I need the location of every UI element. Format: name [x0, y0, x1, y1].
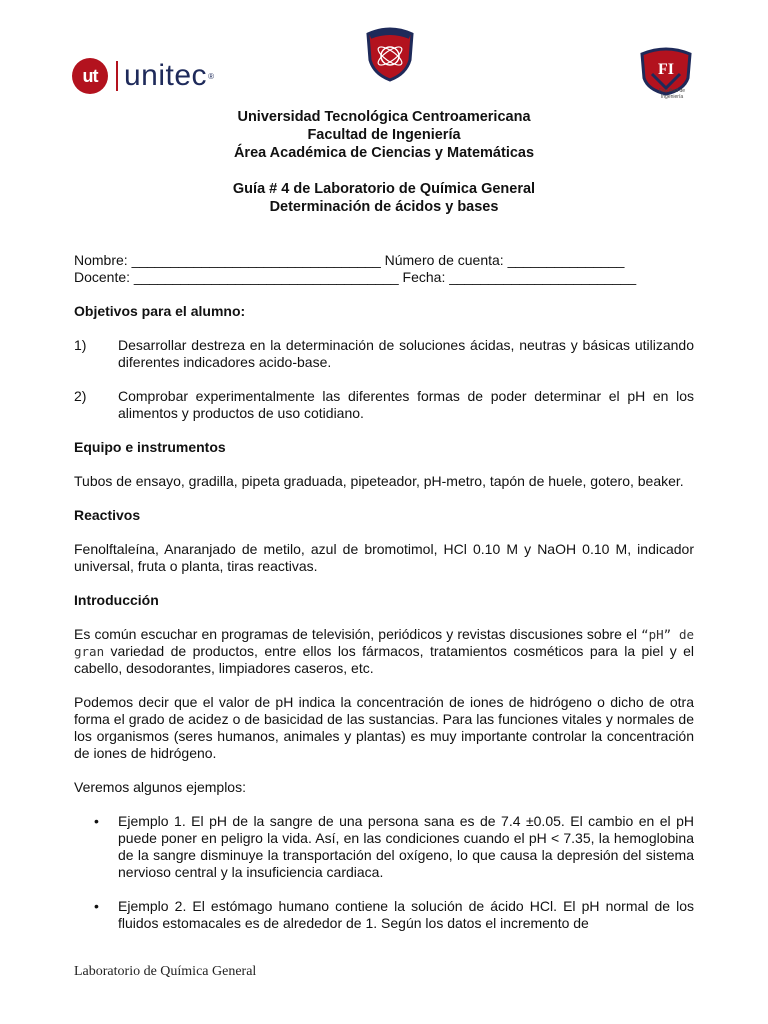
example-text: Ejemplo 1. El pH de la sangre de una persona sana es de 7.4 ±0.05. El cambio en el pH puede poner en peligro la vida. Así, en las condiciones cuando el pH < 7.35, la hemoglobina de la sangre disminuye la transportación del oxígeno, lo que causa la depresión del sistema nervioso central y la insuficiencia cardiaca.	[118, 813, 694, 880]
objective-item	[74, 388, 694, 422]
nombre-field-line: Nombre: ________________________________ Número de cuenta: _______________	[74, 252, 625, 268]
university-title: Universidad Tecnológica Centroamericana	[237, 109, 531, 125]
fi-emblem	[636, 44, 696, 110]
objective-text: Comprobar experimentalmente las diferentes formas de poder determinar el pH en los alimentos y productos de uso cotidiano.	[118, 388, 694, 421]
objective-number: 1)	[74, 337, 87, 353]
intro-p1-line1: Es común escuchar en programas de televisión, periódicos y revistas discusiones sobre el	[74, 626, 637, 642]
example-bullet	[94, 813, 694, 881]
intro-paragraph-3: Veremos algunos ejemplos:	[74, 779, 246, 795]
objective-number: 2)	[74, 388, 87, 404]
fi-mark: FI	[658, 61, 674, 78]
objectives-heading: Objetivos para el alumno:	[74, 303, 246, 319]
intro-paragraph-2: Podemos decir que el valor de pH indica la concentración de iones de hidrógeno o dicho de otra forma el grado de acidez o de basicidad de las sustancias. Para las funciones vitales y normales de los organismos (seres humanos, animales y plantas) es muy importante controlar la concentración de iones de hidrógeno.	[74, 694, 694, 761]
intro-heading: Introducción	[74, 592, 159, 608]
docente-field-line: Docente: __________________________________ Fecha: ________________________	[74, 269, 637, 285]
intro-p1-rest: variedad de productos, entre ellos los fármacos, tratamientos cosméticos para la piel y el cabello, desodorantes, limpiadores caseros, etc.	[74, 643, 694, 676]
intro-paragraph-1	[74, 626, 694, 677]
objective-item	[74, 337, 694, 371]
equipment-text: Tubos de ensayo, gradilla, pipeta graduada, pipeteador, pH-metro, tapón de huele, gotero, beaker.	[74, 473, 684, 489]
unitec-logo	[72, 56, 214, 96]
page-footer: Laboratorio de Química General	[74, 964, 257, 979]
logo-divider	[116, 61, 118, 91]
faculty-title: Facultad de Ingeniería	[307, 127, 461, 143]
ph-quoted-text: “pH” de gran	[74, 627, 694, 659]
guide-title: Guía # 4 de Laboratorio de Química General	[232, 181, 536, 197]
science-emblem	[362, 26, 418, 82]
equipment-heading: Equipo e instrumentos	[74, 439, 226, 455]
bullet-mark: •	[94, 813, 99, 829]
lt-mark: ut	[72, 58, 108, 94]
document-title-block	[74, 108, 694, 216]
document-body	[74, 252, 694, 932]
brand-name: unitec	[124, 59, 208, 92]
example-text: Ejemplo 2. El estómago humano contiene la solución de ácido HCl. El pH normal de los fluidos estomacales es de alrededor de 1. Según los datos el incremento de	[118, 898, 694, 931]
area-title: Área Académica de Ciencias y Matemáticas	[233, 145, 535, 161]
registered-mark: ®	[208, 71, 214, 81]
reagents-heading: Reactivos	[74, 507, 141, 523]
bullet-mark: •	[94, 898, 99, 914]
example-bullet	[94, 898, 694, 932]
topic-title: Determinación de ácidos y bases	[269, 199, 499, 215]
objective-text: Desarrollar destreza en la determinación de soluciones ácidas, neutras y básicas utilizando diferentes indicadores acido-base.	[118, 337, 694, 370]
reagents-text: Fenolftaleína, Anaranjado de metilo, azul de bromotimol, HCl 0.10 M y NaOH 0.10 M, indicador universal, fruta o planta, tiras reactivas.	[74, 541, 694, 574]
fi-caption: Facultad de Ingeniería	[658, 88, 686, 100]
